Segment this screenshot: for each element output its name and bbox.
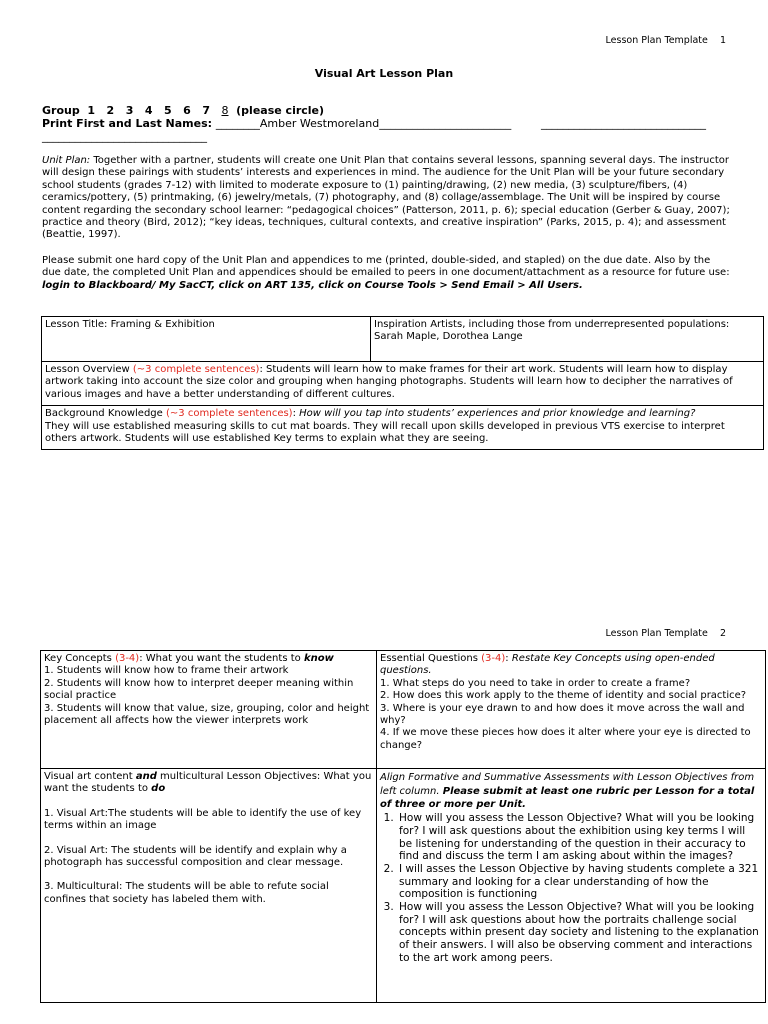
overview-hint: (~3 complete sentences) [132, 364, 260, 375]
header-text: Lesson Plan Template [605, 628, 708, 639]
key-concepts-prompt: : What you want the students to [139, 653, 304, 664]
background-label: Background Knowledge [45, 408, 166, 420]
group-section [42, 104, 706, 143]
essential-question-item: 2. How does this work apply to the theme of identity and social practice? [380, 690, 747, 702]
assess-instructions: Please submit at least one rubric per Lesson for a total of three or more per Unit. [380, 785, 755, 811]
objectives-label: Visual art content [44, 771, 136, 782]
names-value: ________Amber Westmoreland________________________ [215, 117, 512, 130]
essential-question-item: 3. Where is your eye drawn to and how does it move across the wall and why? [380, 702, 745, 727]
page-header [606, 628, 726, 639]
group-line [42, 104, 706, 117]
header-text: Lesson Plan Template [605, 35, 708, 46]
names-line [42, 117, 706, 130]
essential-hint: (3-4) [481, 653, 506, 664]
lesson-title-label: Lesson Title: [45, 319, 108, 330]
inspiration-artists: Sarah Maple, Dorothea Lange [374, 331, 523, 343]
group-note: (please circle) [236, 104, 325, 117]
background-text: They will use established measuring skills to cut mat boards. They will recall upon skills developed in previous VTS exercise to interpret others artwork. Students will use established Key terms to explain what they are seeing. [45, 420, 725, 445]
unit-plan-paragraph [42, 155, 732, 242]
objectives-cell [41, 769, 377, 1003]
names-label: Print First and Last Names: [42, 117, 213, 130]
key-concepts-emphasis: know [303, 653, 334, 664]
group-option: 4 [144, 104, 153, 117]
objective-item: 3. Multicultural: The students will be able to refute social confines that society has labeled them with. [44, 881, 329, 905]
page-number: 2 [719, 628, 726, 639]
group-option: 1 [87, 104, 96, 117]
objectives-label: multicultural Lesson Objectives: What you want the students to [44, 771, 372, 795]
key-concept-item: 2. Students will know how to interpret deeper meaning within social practice [44, 677, 354, 702]
group-option: 3 [125, 104, 134, 117]
background-question: How will you tap into students’ experiences and prior knowledge and learning? [299, 408, 696, 420]
essential-prompt: Restate Key Concepts using open-ended questions. [380, 653, 715, 677]
assessment-list [380, 812, 761, 964]
assessment-item: 1. How will you assess the Lesson Objective? What will you be looking for? I will ask questions about the exhibition using key terms I will be listening for understanding of the question in their accuracy to find and discuss the term I am asking about within the images? [397, 812, 761, 863]
objectives-emphasis: and [135, 771, 157, 782]
background-hint: (~3 complete sentences) [166, 408, 293, 420]
submit-paragraph [42, 255, 732, 292]
key-concepts-hint: (3-4) [115, 653, 140, 664]
assessment-item: 2. I will asses the Lesson Objective by having students complete a 321 summary and looking for a clear understanding of how the composition is functioning [397, 863, 761, 901]
objective-item: 1. Visual Art:The students will be able to identify the use of key terms within an image [44, 807, 362, 832]
concepts-table [40, 650, 766, 1003]
names-blank: ______________________________ [541, 117, 707, 130]
group-option: 7 [202, 104, 210, 117]
submit-instructions: login to Blackboard/ My SacCT, click on ART 135, click on Course Tools > Send Email > All Users. [42, 279, 583, 291]
unit-plan-text: Together with a partner, students will create one Unit Plan that contains several lessons, spanning several days. The instructor will design these pairings with students’ interests and experiences in mind. The audience for the Unit Plan will be your future secondary school students (grades 7-12) with limited to moderate exposure to (1) painting/drawing, (2) new media, (3) sculpture/fibers, (4) ceramics/pottery, (5) printmaking, (6) jewelry/metals, (7) photography, and (8) collage/assemblage. The Unit will be inspired by course content regarding the secondary school learner: “pedagogical choices” (Patterson, 2011, p. 6); special education (Gerber & Guay, 2007); practice and theory (Bird, 2012); “key ideas, techniques, cultural contexts, and creative inspiration” (Parks, 2015, p. 4); and assessment (Beattie, 1997). [42, 155, 730, 241]
objectives-emphasis: do [151, 783, 166, 795]
background-cell: Background Knowledge (~3 complete sentences): How will you tap into students’ experiences and prior knowledge and learning? They will use established measuring skills to cut mat boards. They will recall upon skills developed in previous VTS exercise to interpret others artwork. Students will use established Key terms to explain what they are seeing. [42, 406, 764, 450]
group-option: 5 [164, 104, 172, 117]
essential-question-item: 1. What steps do you need to take in order to create a frame? [380, 677, 691, 689]
overview-cell [42, 362, 764, 406]
inspiration-cell [371, 317, 764, 362]
assessment-item: 3. How will you assess the Lesson Objective? What will you be looking for? I will ask questions about how the portraits challenge social concepts within present day society and listening to the explanation of their answers. I will also be observing comment and interactions to the art work among peers. [397, 901, 761, 965]
overview-text: : Students will learn how to make frames for their art work. Students will learn how to display artwork taking into account the size color and grouping when hanging photographs. Students will learn how to decipher the narratives of various images and have a better understanding of different cultures. [45, 364, 733, 400]
document-title: Visual Art Lesson Plan [314, 67, 454, 80]
inspiration-label: Inspiration Artists, including those from underrepresented populations: [374, 319, 730, 330]
objective-item: 2. Visual Art: The students will be identify and explain why a photograph has successful composition and clear message. [44, 844, 347, 869]
group-selected: 8 [221, 104, 229, 117]
key-concept-item: 1. Students will know how to frame their artwork [44, 665, 289, 677]
assess-prompt: Align Formative and Summative Assessments with Lesson Objectives from left column. [380, 772, 755, 797]
key-concepts-cell [41, 651, 377, 769]
key-concepts-label: Key Concepts [44, 653, 116, 664]
overview-label: Lesson Overview [45, 364, 133, 375]
essential-question-item: 4. If we move these pieces how does it alter where your eye is directed to change? [380, 727, 751, 751]
key-concept-item: 3. Students will know that value, size, grouping, color and height placement all affects how the viewer interprets work [44, 702, 370, 727]
lesson-title: Framing & Exhibition [107, 319, 215, 330]
submit-text: Please submit one hard copy of the Unit Plan and appendices to me (printed, double-sided, and stapled) on the due date. Also by the due date, the completed Unit Plan and appendices should be emailed to peers in one document/attachment as a resource for future use: [42, 255, 730, 279]
group-label: Group [42, 104, 80, 117]
assessments-cell [377, 769, 766, 1003]
group-option: 2 [106, 104, 115, 117]
essential-label: Essential Questions [380, 653, 482, 664]
lesson-table [41, 316, 764, 450]
unit-plan-label: Unit Plan: [42, 155, 91, 166]
names-blank: ______________________________ [42, 130, 207, 143]
group-option: 6 [183, 104, 191, 117]
page-number: 1 [719, 35, 726, 46]
page-header [606, 35, 726, 46]
lesson-title-cell [42, 317, 371, 362]
essential-questions-cell: Essential Questions (3-4): Restate Key Concepts using open-ended questions. 1. What steps do you need to take in order to create a frame? 2. How does this work apply to the theme of identity and social practice? 3. Where is your eye drawn to and how does it move across the wall and why? 4. If we move these pieces how does it alter where your eye is directed to change? [377, 651, 766, 769]
